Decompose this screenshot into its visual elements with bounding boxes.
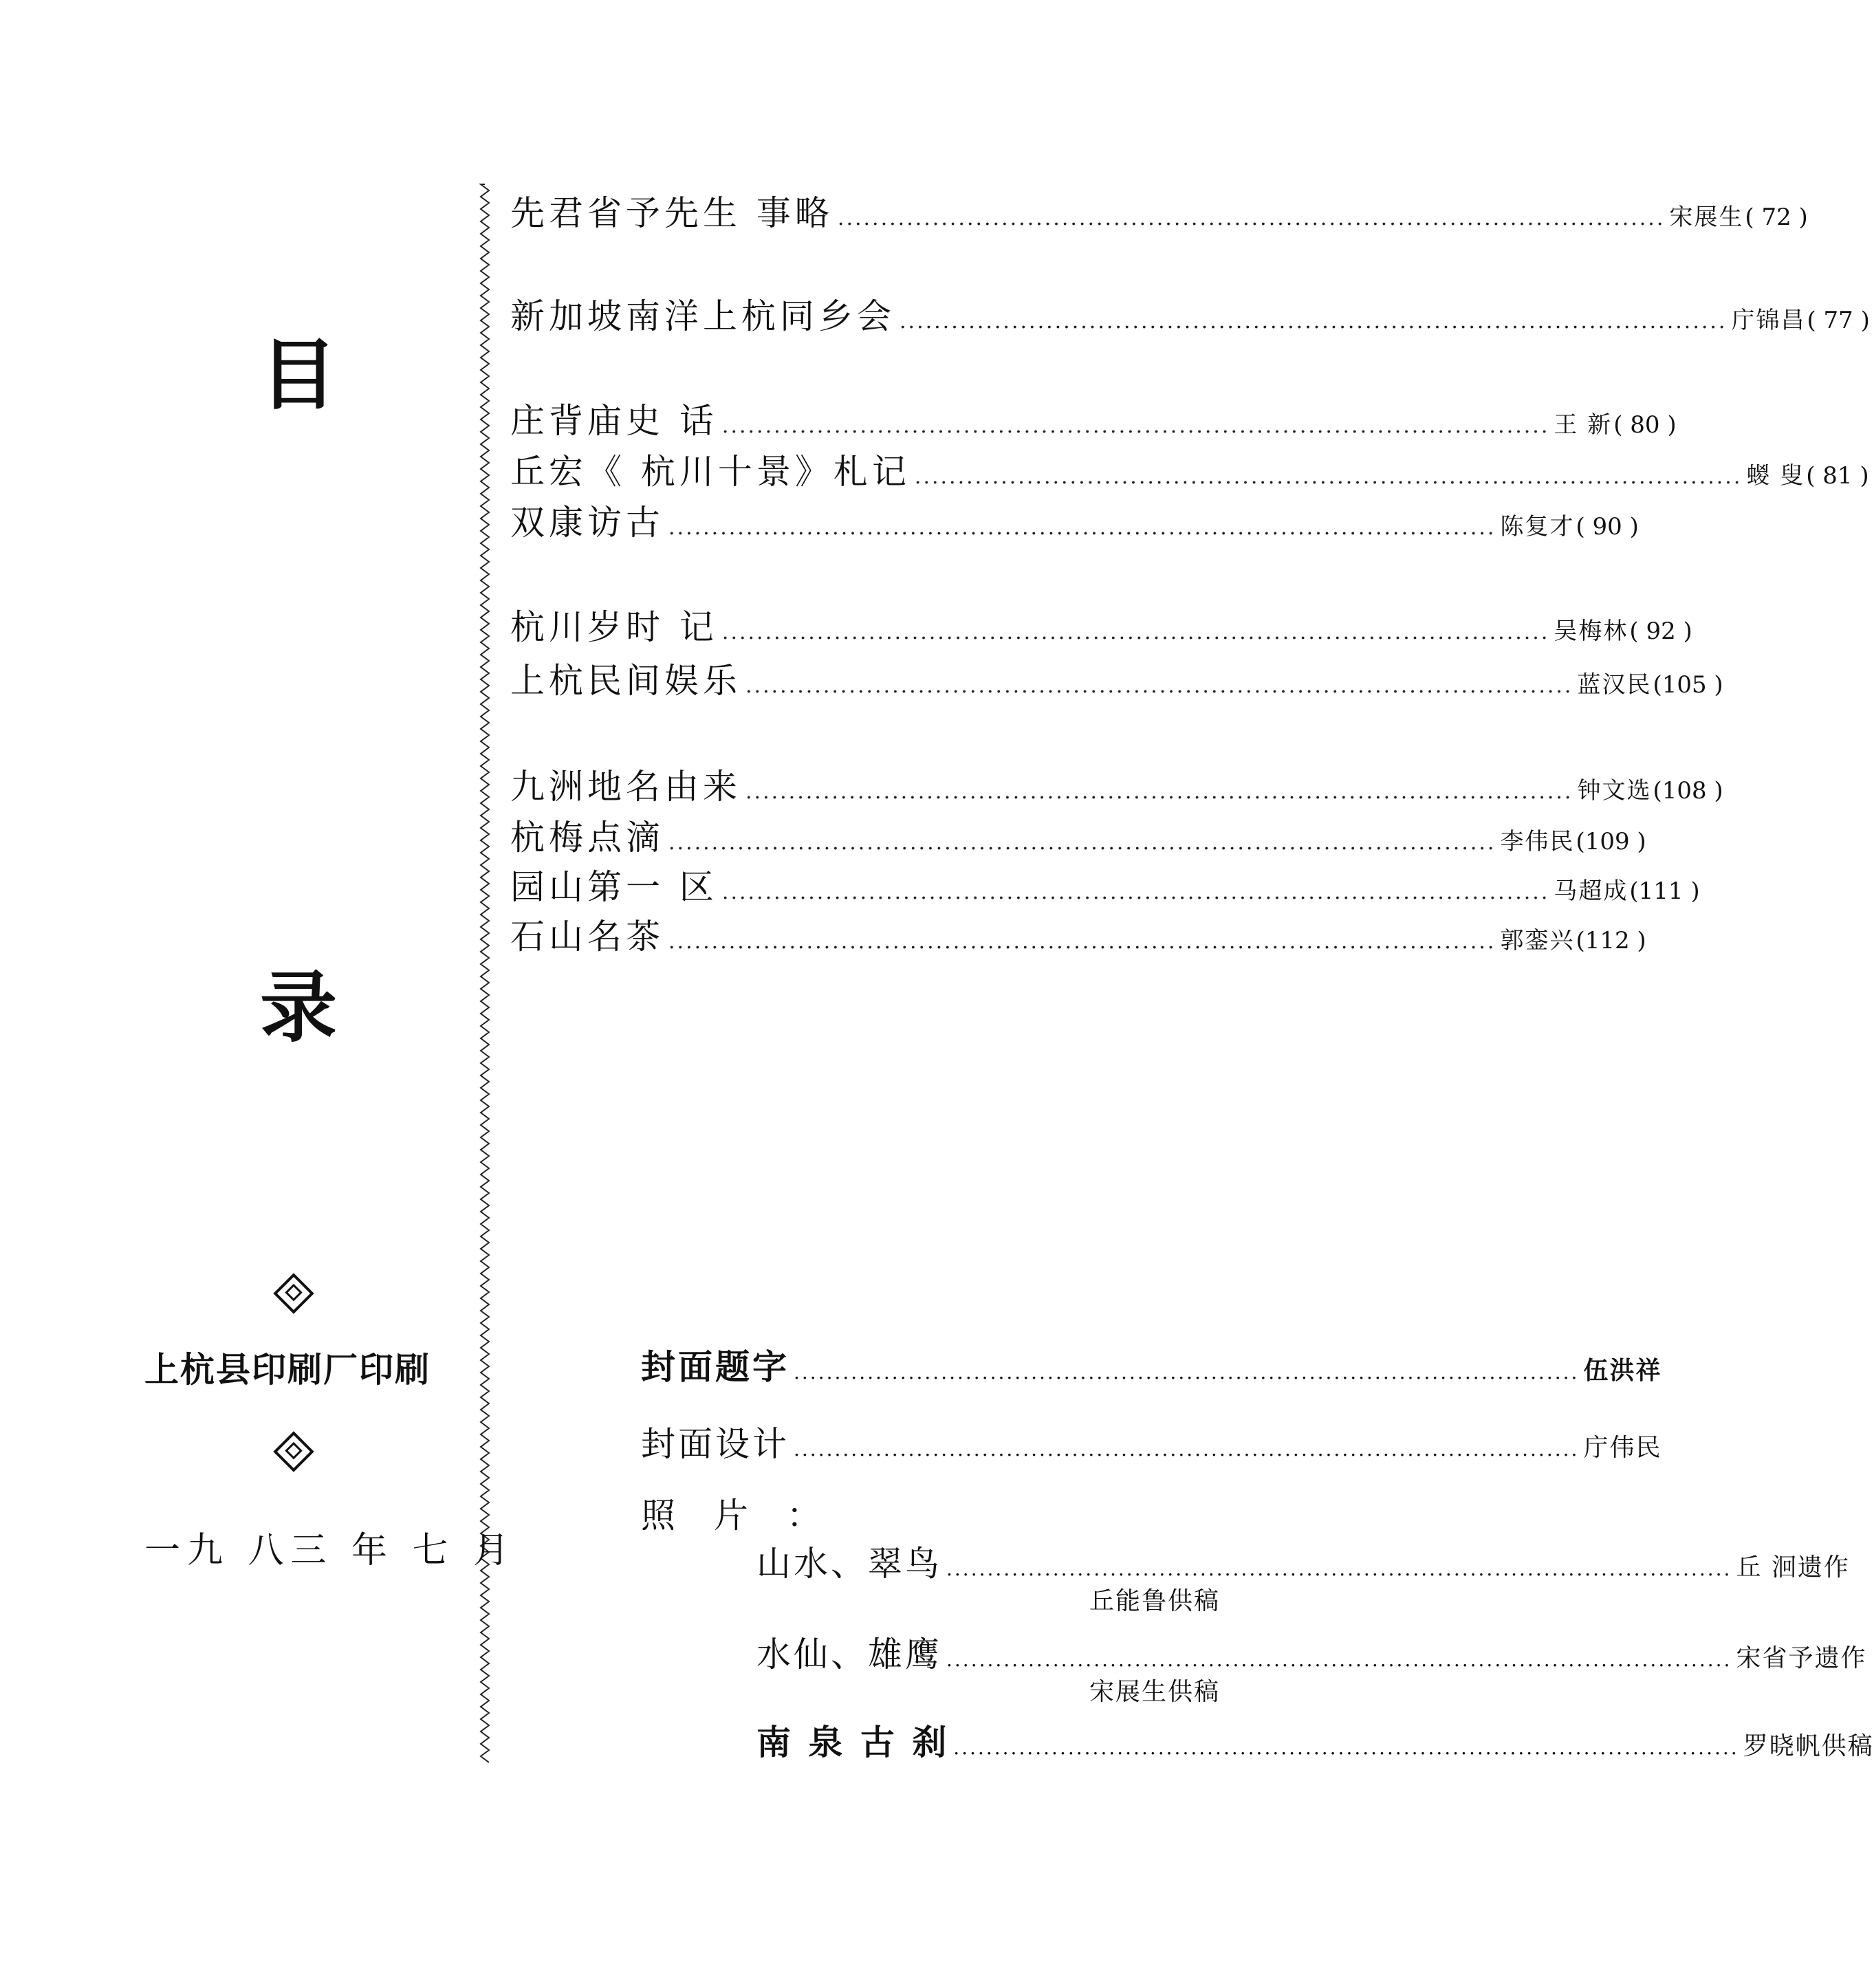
toc-entry-page: ( 92 ) xyxy=(1629,618,1692,645)
toc-entry-page: (111 ) xyxy=(1629,877,1700,905)
toc-entry-title: 上杭民间娱乐 xyxy=(510,661,741,701)
toc-entry-author: 钟文选 xyxy=(1577,777,1652,805)
toc-entry-page: (109 ) xyxy=(1576,828,1646,855)
diamond-ornament xyxy=(273,1273,314,1313)
toc-entry-title: 杭梅点滴 xyxy=(510,818,664,858)
toc-entry-title: 先君省予先生 事略 xyxy=(510,193,834,233)
toc-entry[interactable] xyxy=(510,444,1869,494)
toc-entry-author: 马超成 xyxy=(1554,877,1628,905)
photo-subject: 南 泉 古 刹 xyxy=(756,1723,950,1762)
photo-credit-line: 宋省予遗作 xyxy=(1736,1644,1867,1672)
photo-credit-line: 罗晓帆供稿 xyxy=(1743,1732,1874,1760)
toc-entry[interactable] xyxy=(510,909,1646,959)
credit-cover-title xyxy=(641,1340,1662,1389)
toc-entry-author: 陈复才 xyxy=(1500,513,1575,540)
toc-entry[interactable] xyxy=(510,759,1723,809)
credit-label: 封面设计 xyxy=(641,1424,789,1464)
toc-entry-author: 吴梅林 xyxy=(1554,618,1628,645)
photo-credit-line: 丘能鲁供稿 xyxy=(1089,1587,1221,1615)
dot-leader: ................................................................................................ xyxy=(668,516,1496,540)
toc-entry[interactable] xyxy=(510,393,1677,443)
toc-entry-title: 双康访古 xyxy=(510,503,664,543)
toc-entry[interactable] xyxy=(510,186,1808,235)
toc-entry[interactable] xyxy=(510,653,1723,703)
toc-entry-page: ( 77 ) xyxy=(1807,307,1870,334)
toc-entry-author: 王 新 xyxy=(1554,411,1613,439)
heading-char-lu: 录 xyxy=(260,963,337,1053)
toc-entry-page: ( 72 ) xyxy=(1745,204,1808,231)
toc-entry-author: 郭銮兴 xyxy=(1500,927,1575,954)
dot-leader: ................................................................................................ xyxy=(900,309,1728,334)
toc-entry[interactable] xyxy=(510,860,1700,909)
toc-entry-title: 庄背庙史 话 xyxy=(510,401,718,441)
photo-credit xyxy=(756,1536,1850,1586)
credit-photos-heading xyxy=(641,1488,835,1538)
toc-entry-author: 李伟民 xyxy=(1500,828,1575,855)
toc-entry-title: 杭川岁时 记 xyxy=(510,607,718,647)
credit-value: 伍洪祥 xyxy=(1583,1357,1662,1385)
dot-leader: ................................................................................................ xyxy=(837,206,1666,230)
print-date: 一九 八三 年 七 月 xyxy=(144,1530,516,1571)
dot-leader: ................................................................................................ xyxy=(721,620,1550,644)
credit-label: 封面题字 xyxy=(641,1347,789,1387)
toc-entry-author: 庁锦昌 xyxy=(1731,307,1806,334)
toc-entry[interactable] xyxy=(510,600,1692,649)
toc-entry-title: 石山名茶 xyxy=(510,917,664,957)
photo-subject: 水仙、雄鹰 xyxy=(756,1635,942,1674)
dot-leader: ................................................................................................ xyxy=(914,465,1743,489)
toc-entry-page: ( 90 ) xyxy=(1576,513,1639,540)
photo-credit-line: 丘 洄遗作 xyxy=(1736,1553,1850,1582)
dot-leader: ................................................................................................ xyxy=(668,831,1496,855)
toc-entry[interactable] xyxy=(510,495,1639,545)
dot-leader: ................................................................................................ xyxy=(946,1558,1732,1580)
credit-label: 照 片 ： xyxy=(641,1496,835,1536)
printer-credit: 上杭县印刷厂印刷 xyxy=(144,1350,431,1390)
diamond-ornament xyxy=(273,1431,314,1472)
photo-credit xyxy=(756,1627,1867,1676)
toc-entry-title: 九洲地名由来 xyxy=(510,767,741,807)
credit-value: 庁伟民 xyxy=(1583,1434,1662,1462)
toc-entry-author: 宋展生 xyxy=(1669,204,1744,231)
dot-leader: ................................................................................................ xyxy=(794,1361,1580,1384)
toc-entry-title: 丘宏《 杭川十景》札记 xyxy=(510,452,911,492)
toc-entry-title: 园山第一 区 xyxy=(510,867,718,907)
dot-leader: ................................................................................................ xyxy=(721,414,1550,438)
toc-entry[interactable] xyxy=(510,810,1646,860)
photo-subject: 山水、翠鸟 xyxy=(756,1544,942,1584)
heading-char-mu: 目 xyxy=(260,331,337,420)
dot-leader: ................................................................................................ xyxy=(745,780,1573,804)
credit-cover-design xyxy=(641,1417,1662,1466)
toc-entry-page: ( 81 ) xyxy=(1806,462,1869,490)
toc-entry[interactable] xyxy=(510,289,1870,338)
dot-leader: ................................................................................................ xyxy=(946,1648,1732,1671)
dot-leader: ................................................................................................ xyxy=(953,1736,1739,1759)
toc-entry-page: (105 ) xyxy=(1653,671,1723,699)
dot-leader: ................................................................................................ xyxy=(668,930,1496,954)
photo-credit xyxy=(756,1715,1874,1765)
dot-leader: ................................................................................................ xyxy=(794,1438,1580,1461)
toc-entry-author: 蓝汉民 xyxy=(1577,671,1652,699)
toc-entry-page: (112 ) xyxy=(1576,927,1646,954)
dot-leader: ................................................................................................ xyxy=(721,880,1550,904)
toc-entry-author: 蝬 叟 xyxy=(1746,462,1805,490)
dot-leader: ................................................................................................ xyxy=(745,674,1573,698)
toc-entry-page: (108 ) xyxy=(1653,777,1723,805)
photo-credit-line: 宋展生供稿 xyxy=(1089,1678,1221,1706)
toc-entry-page: ( 80 ) xyxy=(1613,411,1677,439)
toc-entry-title: 新加坡南洋上杭同乡会 xyxy=(510,296,895,336)
